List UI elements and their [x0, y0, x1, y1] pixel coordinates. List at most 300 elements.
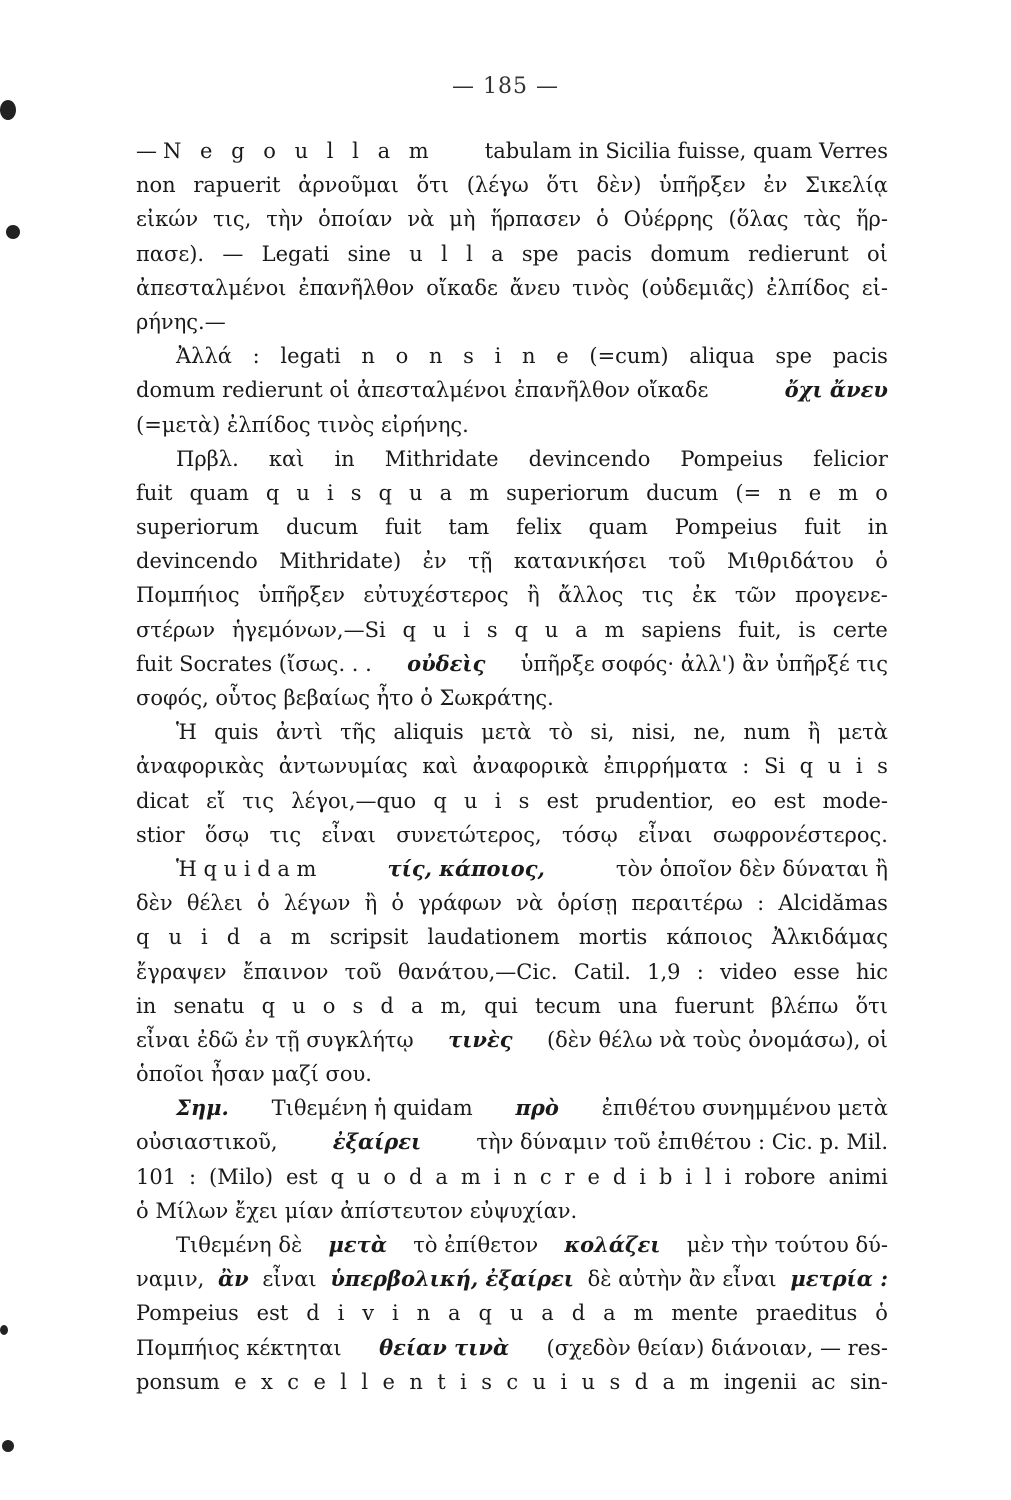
- word: τις: [641, 583, 674, 608]
- word: (οὐδεμιᾶς): [641, 275, 755, 300]
- text-line: [136, 1194, 888, 1228]
- emphasis-segment: ἂν: [217, 1266, 249, 1292]
- word: fuit: [136, 480, 173, 505]
- word: ὁ: [391, 891, 405, 916]
- word: superiorum: [506, 480, 630, 505]
- word: i: [463, 617, 470, 642]
- word: τις: [242, 788, 275, 813]
- word: Mithridate): [279, 549, 402, 574]
- word: u: [168, 925, 182, 950]
- word: nisi,: [631, 720, 677, 745]
- word: ἐπανῆλθον: [298, 275, 415, 300]
- word: ὁ: [256, 891, 270, 916]
- word: e: [556, 344, 569, 369]
- word: i: [685, 1164, 693, 1189]
- word: o: [322, 993, 336, 1018]
- word: οἴκαδε: [426, 275, 498, 300]
- word: o: [875, 480, 888, 505]
- word: i: [494, 788, 502, 813]
- word: οἱ: [867, 241, 888, 266]
- word: s: [486, 617, 498, 642]
- word: q: [799, 754, 814, 779]
- word: a: [603, 1301, 616, 1326]
- text-line: [136, 578, 888, 612]
- word: q: [330, 1164, 344, 1189]
- word: ὁ: [596, 207, 609, 232]
- word: i: [201, 925, 208, 950]
- word: dicat: [136, 788, 189, 813]
- word: l: [441, 241, 448, 266]
- word: τῶν: [734, 583, 777, 608]
- word: ὑπῆρξεν: [659, 173, 746, 198]
- text-segment: (=μετὰ) ἐλπίδος τινὸς εἰρήνης.: [136, 412, 469, 437]
- word: fuerunt: [674, 993, 755, 1018]
- word: i: [326, 480, 334, 505]
- word: is: [798, 617, 816, 642]
- word: una: [618, 993, 658, 1018]
- emphasis-segment: τινὲς: [448, 1026, 513, 1052]
- word: u: [544, 617, 559, 642]
- text-segment: Τιθεμένη ἡ quidam: [271, 1096, 473, 1121]
- word: Catil.: [573, 959, 631, 984]
- word: x: [261, 1369, 273, 1394]
- word: (=cum): [589, 344, 669, 369]
- word: ὁ: [875, 549, 888, 574]
- word: u: [509, 1301, 524, 1326]
- text-segment: τὸν ὁποῖον δὲν δύναται ἢ: [615, 856, 888, 881]
- word: τὰς: [803, 207, 842, 232]
- text-line: [136, 408, 888, 442]
- emphasis-segment: κολάζει: [564, 1232, 661, 1257]
- text-line: [136, 168, 888, 202]
- text-line: [136, 920, 888, 954]
- word: ἥρπασεν: [490, 207, 582, 232]
- word: d: [612, 1164, 627, 1189]
- word: Σικελίᾳ: [805, 173, 888, 198]
- emphasis-segment: τίς, κάποιος,: [387, 855, 545, 881]
- word: sine: [347, 241, 391, 266]
- text-line: [136, 784, 888, 818]
- word: m: [290, 925, 311, 950]
- word: i: [639, 1164, 647, 1189]
- word: num: [743, 720, 791, 745]
- word: d: [634, 1369, 649, 1394]
- word: γράφων: [418, 891, 502, 916]
- word: c: [539, 1164, 552, 1189]
- word: q: [261, 993, 276, 1018]
- text-line: [136, 1262, 888, 1296]
- word: l: [361, 1369, 369, 1394]
- text-line: [136, 544, 888, 578]
- text-segment: εἶναι: [262, 1267, 317, 1292]
- word: esse: [793, 959, 840, 984]
- emphasis-segment: μετρία :: [790, 1266, 888, 1292]
- word: m: [604, 617, 625, 642]
- text-line: [136, 1228, 888, 1262]
- word: δὲν): [596, 173, 642, 198]
- word: m: [838, 480, 859, 505]
- word: n: [513, 1164, 527, 1189]
- word: σωφρονέστερος.: [712, 822, 888, 847]
- text-line: [136, 715, 888, 749]
- text-line: [136, 1057, 888, 1091]
- word: scripsit: [329, 925, 409, 950]
- emphasis-segment: οὐδεὶς: [407, 650, 486, 676]
- word: ὁποίαν: [318, 207, 393, 232]
- word: βλέπω: [771, 993, 839, 1018]
- page-number: — 185 —: [452, 74, 559, 99]
- word: quam: [588, 515, 648, 540]
- word: ne,: [693, 720, 727, 745]
- text-line: [136, 339, 888, 373]
- word: u: [409, 480, 423, 505]
- word: ἀναφορικὰς: [136, 754, 265, 779]
- word: rapuerit: [193, 173, 281, 198]
- word: quam: [189, 480, 249, 505]
- word: —: [222, 241, 244, 266]
- text-line: [136, 989, 888, 1023]
- word: n: [361, 344, 375, 369]
- word: d: [226, 925, 241, 950]
- word: est: [546, 788, 579, 813]
- word: pacis: [832, 344, 888, 369]
- word: εἶναι: [638, 822, 693, 847]
- word: u: [292, 993, 306, 1018]
- word: πασε).: [136, 241, 205, 266]
- text-segment: Πομπήιος κέκτηται: [136, 1335, 342, 1360]
- word: e: [808, 480, 822, 505]
- word: a: [448, 1301, 461, 1326]
- word: ἐκ: [692, 583, 717, 608]
- text-segment: Τιθεμένη δὲ: [176, 1233, 303, 1257]
- text-line: [136, 681, 888, 715]
- text-line: [136, 271, 888, 305]
- word: q: [378, 480, 392, 505]
- word: κάποιος: [666, 925, 753, 950]
- word: est: [285, 1164, 318, 1189]
- text-line: [136, 852, 888, 886]
- word: mortis: [578, 925, 648, 950]
- word: s: [350, 480, 362, 505]
- word: u: [356, 1164, 371, 1189]
- word: ἐλπίδος: [766, 275, 850, 300]
- word: Pompeius: [136, 1301, 239, 1326]
- word: (λέγω: [466, 173, 529, 198]
- word: (ὅλας: [728, 207, 789, 232]
- word: ἄνευ: [509, 275, 561, 300]
- word: r: [564, 1164, 575, 1189]
- text-line: [136, 1023, 888, 1057]
- word: μετὰ: [481, 720, 532, 745]
- word: s: [877, 754, 888, 779]
- word: tam: [448, 515, 490, 540]
- text-line: [136, 886, 888, 920]
- word: ἀπεσταλμένοι: [136, 275, 287, 300]
- word: eo: [731, 788, 757, 813]
- word: Μιθριδάτου: [727, 549, 854, 574]
- word: i: [391, 1301, 399, 1326]
- text-segment: τὸ ἐπίθετον: [413, 1233, 539, 1257]
- word: προγενε-: [794, 583, 888, 608]
- word: ἢ: [527, 583, 540, 608]
- text-segment: ὑπῆρξε σοφός· ἀλλ') ἂν ὑπῆρξέ τις: [520, 651, 888, 676]
- word: c: [506, 1369, 519, 1394]
- text-segment: οὐσιαστικοῦ,: [136, 1130, 278, 1155]
- word: ducum: [285, 515, 359, 540]
- word: d: [380, 993, 394, 1018]
- margin-ink-blot: [0, 1325, 8, 1335]
- word: νὰ: [407, 207, 435, 232]
- word: n: [522, 344, 536, 369]
- text-line: [136, 237, 888, 271]
- text-line: [136, 1091, 888, 1125]
- text-line: [136, 613, 888, 647]
- word: e: [382, 1369, 395, 1394]
- word: συνετώτερος,: [396, 822, 542, 847]
- word: μὴ: [449, 207, 476, 232]
- word: fuit: [385, 515, 422, 540]
- text-line: [136, 510, 888, 544]
- word: :: [742, 754, 750, 779]
- emphasis-segment: ἐξαίρει: [332, 1129, 422, 1155]
- text-segment: (δὲν θέλω νὰ τοὺς ὀνομάσω), οἱ: [546, 1027, 888, 1052]
- text-segment: ὁποῖοι ἦσαν μαζί σου.: [136, 1062, 372, 1087]
- text-line: [136, 818, 888, 852]
- word: q: [402, 617, 416, 642]
- word: senatu: [173, 993, 245, 1018]
- word: i: [855, 754, 863, 779]
- emphasis-segment: ὑπερβολική, ἐξαίρει: [330, 1266, 574, 1292]
- word: s: [481, 1369, 492, 1394]
- word: ἢ: [364, 891, 378, 916]
- emphasis-segment: ὄχι ἄνευ: [784, 377, 888, 403]
- word: 101: [136, 1164, 177, 1189]
- word: Πρβλ.: [176, 446, 239, 471]
- word: n: [778, 480, 792, 505]
- margin-ink-blot: [2, 1440, 14, 1452]
- word: in: [867, 515, 888, 540]
- margin-ink-blot: [0, 100, 16, 120]
- word: ἐν: [422, 549, 447, 574]
- word: ὑπῆρξεν: [258, 583, 345, 608]
- word: ἀντωνυμίας: [278, 754, 408, 779]
- text-line: [136, 1160, 888, 1194]
- word: u: [409, 241, 423, 266]
- word: superiorum: [136, 515, 260, 540]
- word: certe: [832, 617, 888, 642]
- word: a: [541, 1301, 554, 1326]
- word: Πομπήιος: [136, 583, 240, 608]
- word: l: [705, 1164, 712, 1189]
- word: d: [409, 1164, 423, 1189]
- text-segment: ναμιν,: [136, 1267, 205, 1292]
- text-segment: σοφός, οὗτος βεβαίως ἦτο ὁ Σωκράτης.: [136, 686, 554, 710]
- word: devincendo: [528, 446, 651, 471]
- word: ἀντὶ: [275, 720, 323, 745]
- word: u: [827, 754, 842, 779]
- word: (=: [735, 480, 762, 505]
- emphasis-segment: Σημ.: [176, 1095, 229, 1121]
- word: δὲν: [136, 891, 173, 916]
- word: ὅσῳ: [205, 822, 250, 847]
- word: ponsum: [136, 1369, 220, 1394]
- word: s: [463, 344, 474, 369]
- word: a: [575, 617, 588, 642]
- text-line: [136, 647, 888, 681]
- word: τοῦ: [668, 549, 706, 574]
- word: ἐν: [763, 173, 788, 198]
- word: laudationem: [427, 925, 560, 950]
- text-line: [136, 1331, 888, 1365]
- word: a: [259, 925, 272, 950]
- word: :: [189, 1164, 197, 1189]
- word: b: [658, 1164, 673, 1189]
- text-segment: —N e g o u l l a m: [136, 139, 435, 163]
- word: κατανικήσει: [513, 549, 648, 574]
- word: e: [587, 1164, 600, 1189]
- word: :: [696, 959, 704, 984]
- text-segment: tabulam in Sicilia fuisse, quam Verres: [484, 139, 888, 163]
- text-segment: fuit Socrates (ἴσως. . .: [136, 651, 372, 676]
- word: τις: [269, 822, 302, 847]
- word: u: [432, 617, 447, 642]
- word: fuit: [804, 515, 841, 540]
- word: :: [757, 891, 765, 916]
- word: μετὰ: [837, 720, 888, 745]
- word: non: [136, 173, 176, 198]
- word: ἐπιρρήματα: [603, 754, 728, 779]
- word: animi: [828, 1164, 888, 1189]
- word: q: [478, 1301, 492, 1326]
- word: Ἀλκιδάμας: [771, 925, 888, 950]
- text-line: [136, 202, 888, 236]
- word: a: [491, 241, 504, 266]
- text-segment: ὁ Μίλων ἔχει μίαν ἀπίστευτον εὐψυχίαν.: [136, 1198, 578, 1223]
- word: τόσῳ: [562, 822, 618, 847]
- word: fuit,: [738, 617, 782, 642]
- word: n: [409, 1369, 423, 1394]
- word: n: [428, 344, 443, 369]
- word: est: [773, 788, 806, 813]
- word: e: [234, 1369, 247, 1394]
- text-segment: domum redierunt οἱ ἀπεσταλμένοι ἐπανῆλθον οἴκαδε: [136, 378, 709, 403]
- word: est: [256, 1301, 289, 1326]
- word: v: [362, 1301, 375, 1326]
- word: felix: [516, 515, 562, 540]
- text-line: [136, 442, 888, 476]
- word: o: [395, 344, 409, 369]
- word: ἢ: [807, 720, 821, 745]
- text-line: [136, 955, 888, 989]
- word: Ἀλλά: [176, 344, 232, 369]
- margin-ink-blot: [6, 225, 20, 239]
- word: 1,9: [647, 959, 681, 984]
- word: n: [416, 1301, 431, 1326]
- word: τινὸς: [572, 275, 630, 300]
- word: redierunt: [748, 241, 849, 266]
- word: pacis: [576, 241, 633, 266]
- text-segment: δὲ αὐτὴν ἂν εἶναι: [587, 1267, 777, 1292]
- word: εἴ: [206, 788, 226, 813]
- word: q: [433, 788, 447, 813]
- word: e: [313, 1369, 326, 1394]
- word: ὅτι: [546, 173, 579, 198]
- word: qui: [484, 993, 518, 1018]
- word: sapiens: [641, 617, 722, 642]
- word: o: [383, 1164, 397, 1189]
- text-segment: ἐπιθέτου συνημμένου μετὰ: [601, 1096, 888, 1121]
- word: ὅτι: [855, 993, 888, 1018]
- word: Pompeius: [680, 446, 784, 471]
- word: τῇ: [468, 549, 493, 574]
- word: mente: [671, 1301, 739, 1326]
- text-segment: μὲν τὴν τούτου δύ-: [686, 1233, 888, 1257]
- text-line: [136, 305, 888, 339]
- word: ἄλλος: [558, 583, 624, 608]
- word: ἔπαινον: [242, 959, 329, 984]
- word: felicior: [813, 446, 888, 471]
- word: si,: [590, 720, 615, 745]
- word: q: [136, 925, 150, 950]
- word: i: [460, 1369, 467, 1394]
- word: s: [352, 993, 364, 1018]
- text-line: [136, 749, 888, 783]
- word: devincendo: [136, 549, 258, 574]
- emphasis-segment: πρὸ: [515, 1095, 559, 1121]
- word: q: [514, 617, 528, 642]
- word: m: [469, 480, 490, 505]
- word: i: [493, 1164, 501, 1189]
- word: praeditus: [755, 1301, 858, 1326]
- word: u: [296, 480, 310, 505]
- word: sin-: [849, 1369, 888, 1394]
- word: ὅτι: [416, 173, 450, 198]
- text-segment: ρήνης.—: [136, 309, 226, 334]
- word: Οὐέρρης: [623, 207, 714, 232]
- text-line: [136, 1125, 888, 1159]
- word: a: [435, 1164, 448, 1189]
- word: legati: [280, 344, 341, 369]
- word: m: [689, 1369, 710, 1394]
- word: a: [662, 1369, 676, 1394]
- word: ἔγραψεν: [136, 959, 227, 984]
- word: (Milo): [209, 1164, 274, 1189]
- word: λέγοι,—quo: [291, 788, 417, 813]
- word: Si: [763, 754, 786, 779]
- word: l: [466, 241, 473, 266]
- word: in: [334, 446, 355, 471]
- text-segment: Ἡ q u i d a m: [176, 856, 317, 881]
- word: εὐτυχέστερος: [363, 583, 509, 608]
- word: spe: [775, 344, 813, 369]
- word: εἰκών: [136, 207, 199, 232]
- word: θανάτου,—Cic.: [397, 959, 558, 984]
- word: domum: [650, 241, 730, 266]
- word: u: [581, 1369, 596, 1394]
- word: Alcidămas: [778, 891, 888, 916]
- word: καὶ: [268, 446, 305, 471]
- word: λέγων: [283, 891, 351, 916]
- word: τὸ: [548, 720, 573, 745]
- text-line: [136, 1365, 888, 1399]
- word: stior: [136, 822, 185, 847]
- word: s: [518, 788, 530, 813]
- word: Ἡ: [176, 720, 197, 745]
- word: i: [560, 1369, 568, 1394]
- word: i: [724, 1164, 732, 1189]
- word: Mithridate: [384, 446, 499, 471]
- word: περαιτέρω: [631, 891, 743, 916]
